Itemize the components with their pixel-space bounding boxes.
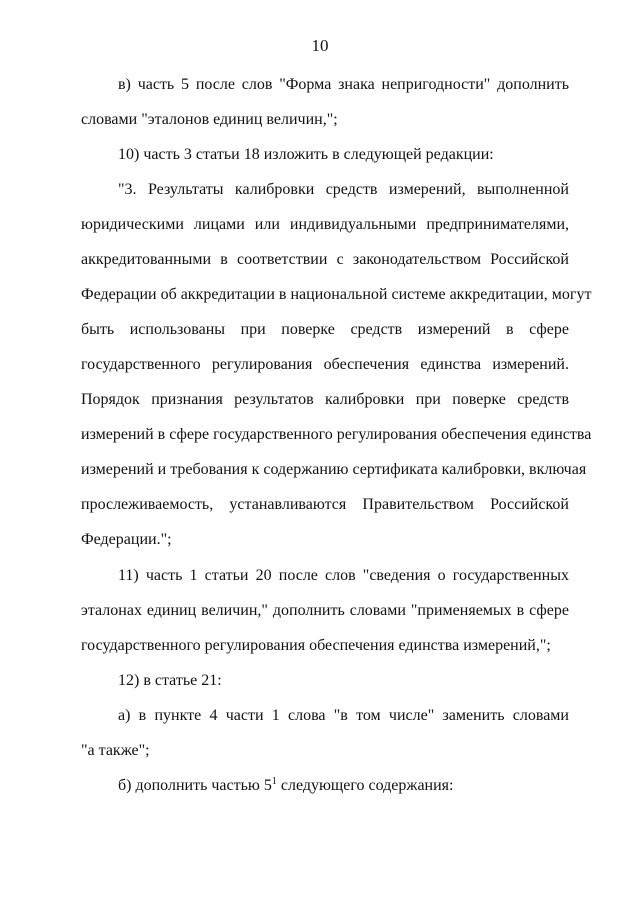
last-line-tail: следующего содержания: (276, 777, 454, 794)
paragraph-line: 11) часть 1 статьи 20 после слов "сведения о государственных (118, 567, 569, 584)
paragraph-line: словами "эталонов единиц величин,"; (81, 111, 338, 128)
paragraph-line: а) в пункте 4 части 1 слова "в том числе" заменить словами (118, 707, 569, 724)
paragraph-line: прослеживаемость, устанавливаются Правительством Российской (81, 496, 569, 513)
paragraph-line: эталонах единиц величин," дополнить словами "применяемых в сфере (81, 602, 569, 619)
paragraph-line: государственного регулирования обеспечения единства измерений. (81, 356, 569, 373)
paragraph-line: юридическими лицами или индивидуальными предпринимателями, (81, 216, 569, 233)
paragraph-line: измерений и требования к содержанию сертификата калибровки, включая (81, 461, 587, 478)
last-line-head: б) дополнить частью 5 (118, 777, 272, 794)
paragraph-line-last (118, 776, 569, 796)
paragraph-line: "а также"; (81, 742, 150, 759)
paragraph-line: аккредитованными в соответствии с законодательством Российской (81, 251, 569, 268)
paragraph-line: быть использованы при поверке средств измерений в сфере (81, 321, 569, 338)
paragraph-line: "3. Результаты калибровки средств измерений, выполненной (118, 181, 569, 198)
paragraph-line: государственного регулирования обеспечения единства измерений,"; (81, 637, 551, 654)
paragraph-line: Федерации."; (81, 531, 172, 548)
superscript: 1 (271, 776, 277, 787)
paragraph-line: измерений в сфере государственного регулирования обеспечения единства (81, 426, 592, 443)
paragraph-line: Порядок признания результатов калибровки при поверке средств (81, 391, 569, 408)
paragraph-line: 12) в статье 21: (118, 672, 222, 689)
paragraph-line: 10) часть 3 статьи 18 изложить в следующей редакции: (118, 146, 494, 163)
page-number: 10 (311, 36, 329, 55)
paragraph-line: в) часть 5 после слов "Форма знака непригодности" дополнить (118, 76, 569, 93)
paragraph-line: Федерации об аккредитации в национальной системе аккредитации, могут (81, 286, 592, 303)
